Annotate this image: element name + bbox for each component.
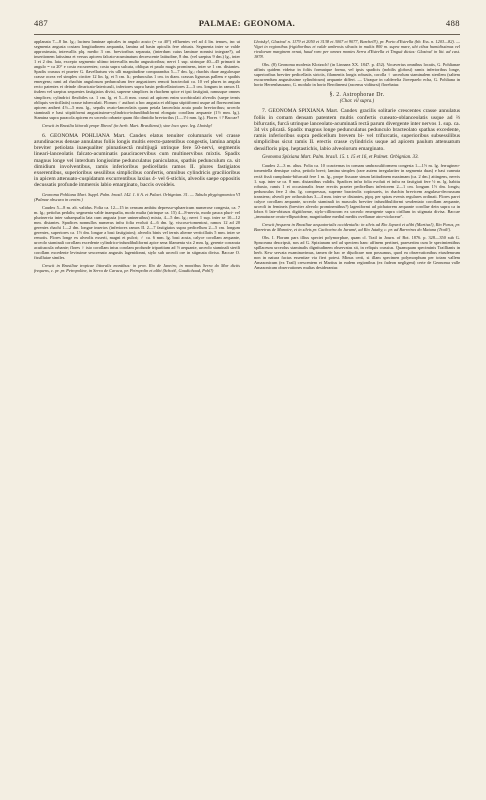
- species-7-habitat-text: Crescit frequens in Brasiliae aequatorialis occidentalis: in silvis ad Rio Japurá et alibi (Martius!), Rio Purus, pr. Barreiras de Manoire, et in silvis pr. Cachoeira do Jurumé, ad Rio Jutahy, c. pr. ad Barreiras do Matuna (Trail!).: [254, 221, 460, 232]
- left-column: [34, 39, 240, 273]
- left-paragraph-1: applanata 7—8 lin. lg.; lacinea laminae apicales in angulo acuto (= ca 40°) effluentes vel ad 4 lin. tenues, inc ut segmenta angusta costam longitudinem aequantia, lamina ad basin apiculis fere obtusis. Segmenta inter se valde approximata, intervallis plq. medio 3 cm. brevioribus separata, (interdum cuius laminae nonnisi integrae?), ad insertionem latissima et versus apicem falcato-acuminatum decrescente latitudine, 8 dm. (vel saepius 9 dm.) lg., inter 1 et 2 dm. lata, excepto segmento ultimo intervallis multo angustioribus; nervi 1 sup. utrinque 40—45 primarii in angulo = ca 20° e costa excurrentes; costa supra sulcata, obliqua et paulo magis prominens, inter se 1 cm. distantes. Spadix crassus et praeter G. flavellarium vix ulli magnitudine comparandus 5—7 dm. lg.; rhachis duae angulosque crasse ocrea vel simplex circiter 12 lin. lg. et 5 cm. lt.; pedunculus 1 cm. in diam. crassus lignosus pallens e spathis emergens; rami ad rhachin angulosum pedunculum fere angustiores remoti bracteolati ca. 10 vel plures in angulo recto patentes et deinde divaricato-latericauli, inferiores supra basin pedicellatoriores 2—3 cm. longum in ramos II. iisdem vel saepius sequentes fastigiatos divisi, superne simplices in rhachem spice et ipsi fastigiati, ramusque omnes simplices; cylindrici flexibiles ca. 1 cm. lg. et 5—6 mm. crassi ad apicem enim scrobiculati alveolis (saepe ternis obliquis verticillatis) crasse tuberculati. Florum ♂ authori a hoc angusta et obliqua stipitiformi usque ad florescentiam apicem antheri 4½—5 mm. lg., sepalis ovato-lanceolatis quam petala lanceolata acuta paulo brevioribus; urceolo staminali e basi stipitiformi angustissime-cylindrico-infundibuliformi elongato corollam aequante (1½ mm. lg.). Stamina supra paracola apicem ex urceolo orbante quam filo dimidio breviorilus (1—1½ mm. lg.). Flores ♀? Baccae?: [34, 39, 240, 120]
- species-6-diagnosis: [34, 133, 240, 189]
- section-heading: §. 2. Astrophorae Dr.: [329, 92, 385, 99]
- page-number-right: 488: [445, 18, 460, 28]
- page-number-left: 487: [34, 18, 49, 28]
- left-habitat-text: Crescit in Brasilia littorali prope Ilheos! (in herb. Mart. Brasiliensi); sine loco spec. leg. Lhotsky!: [42, 122, 213, 128]
- species-7-heading: 7. GEONOMA SPIXIANA Mart.: [262, 108, 339, 115]
- two-column-body: [34, 39, 460, 273]
- species-7-diagnosis-text: Candex gracilis solitarie crescentes crasse annulatus foliis in comam densam patentem multis confertis cuneato-oblanceolatis usque ad ⅔ bifurcatis, furcā utrinque lanceolato-acuminatā rectā parum divergente inter nervos 1. sup. ca. 34 vix plicatā. Spadix magnus longe pedunculatus pedunculo bracteolato spathas excedente, ramis inferioribus supra pedicellum brevem bi- vel trifurcatis, superioribus subsessilibus simplicibus sicut ramis II. erectis crasse cylindricis usque ad apicem paulum attenuatum densifloris pipq. heptastichis, labio alveolorum emarginato.: [254, 108, 460, 152]
- running-title: PALMAE: GEONOMA.: [198, 18, 296, 28]
- right-observation: Obs. (8) Geonoma modesta Klotzsch! (in Linnaea XX. 1847. p. 452). Vocaverius omnibus locatis, G. Pohlianae affinis quidem videtur in foliis formatque forma, vel ipsis spadicis (nobilis globosi) ramis inferioribus longe, superioribus breviter pedicellatis strictis, filamentis longis robustis, corolla ♀ urceolum staminalem sterilem (saltem excurrendum angustissime cylindricum) aequante differt. — Utraque in calderelia Jiovepaelo echa, G. Pohliana in horto Herrenhausano, G. modulo in horto Berolinensi (ascensu viditursi) florebatur.: [254, 62, 460, 88]
- left-habitat-note: [34, 123, 240, 128]
- species-6-citation-text: Geonoma Pohliana Mart. Suppl. Palm. brasil. 142. 1. 6 A. et Palaet. Orbignian. 31. — Tabula phygiognomica VI (Palmae obscura in centro.): [34, 191, 240, 202]
- species-7-habitat: [254, 222, 460, 232]
- species-6-habitat-text: Crescit in Brasiliae tropicae littoralis montibus: in prov. Rio de Janeiro, in montibus Serra do Mar dictis frequens, c. pr. pr. Petropoline, in Serra de Caraca, pr. Petropolin et alibi (Schott!, Gaudichaud, Pohl!): [34, 263, 240, 274]
- species-7-observation: Obs. I. Florum pars illius speciei polymorphae, quam cl. Trail in Journ. of Bot. 1876. p. 328—350 sub G. Spruceana descripsit, nos ad G. Spixianam sed ad speciem hanc affinem pertinet, praesertim cum le specimientibus spillaceum urceolus staminalis dignitudinem observatas sit, in reliquis crassius. Quamquam speciminis Traillianis in herb. Kew servata examinavimus, tamen de hac re dijudicare non possumus, quod ea observationibus eiusdemrum non in natura factas essentiae via fieri potest. Minus certi, si illam specimen polymorphum per totam vallem Amazonicum (ex Trail) crescentem et Martius in eadem regionibus (ex fadeon negligent) certe de Geonoma valle Amazonicam observationes multas desiderantur.: [254, 235, 460, 271]
- right-paragraph-1-text: Lhotsky!, Glaziou! n. 1179 et 2050 et 3138 et 3007 et 9077, Burchell!), pr. Porto d'Estrella (bb. Ess. n. 1203—82). — Viget in regionibus frigidioribus et valde umbrosis silvatis in multis 800 m. supra mare, ubi cibus humidissimus vel rivulorum marginem ornat, haud raro per omnes montes Serra d'Estrella et Tinguá dictas: Glaziou! in litt. ad cast. 1878.: [254, 39, 460, 60]
- right-column: [254, 39, 460, 273]
- species-7-description: Caudex 2—3 m. altus. Folia ca. 10 coacternas in comam umbraculiformem congesta 1—1½ m. lg. ferrugineo-tomentella densique calva, petiolo brevi; lamina simplex (rare autem irregulariter in segmenta duas) e basi cuneata rectā fissā cumplanio-bifurcatā fere 1 m. lg., prope fissurae sinum latitudinem maximam (ca. 2 dm.) attingens, nervis 1. sup. inter se ca. 8 mm. distantibus validis. Spadices infra folia evoluti et infra ea fastigiati fere ½ m. lg. habitu robusto, ramis 1 et occasionalis ferae erectis praeter pedicellum inferiorem 2—1 cm. longum 1½ dm. longis; pedunculus fere 2 dm. lg. compressus, superne bracteolis copiosaeis, in rhachin brevicem angulaso-decrussum transiens; alveoli per orthostichas 3—4 mm. inter se distantes, pipq. per spiras evenis regulares ordinati. Flores parvi calyce corollam aequante, urceolo staminali in masculis breviter infundibuliformi sexdentato corollam aequante, urceoli in femineis (breviter alveolo prominentibus?) lageniformi ad pichatorem aequante corollae dein supra ca in lobos 6 late-obtusos digitiforme, stylo-cillincrom ex urceolo emergente supra cirillum in stigmata divisa. Baccae „immaturae ovato-ellipsoideae, magnitudine mediul mediis ovellanae atro-violaceae".: [254, 163, 460, 219]
- section-subheading: (Char. vil supra.): [339, 99, 375, 105]
- species-7-citation-text: Geonoma Spixiana Mart. Palm. brasil. 15. t. 15 et 16, et Palmet. Orbignian. 33.: [262, 154, 419, 160]
- right-paragraph-1: [254, 39, 460, 59]
- species-6-heading: 6. GEONOMA POHLIANA Mart.: [42, 132, 126, 139]
- species-7-diagnosis: [254, 108, 460, 151]
- species-6-habitat: [34, 263, 240, 273]
- species-6-description: Caudex 5—8 m. alt. validus. Folia ca. 12—15 in censum ambitu depresso-sphaericum numerose congesta, ca. 7 m. lg.; petiolus pedalis; segmenta valde inaequalia, modo multa (utrinque ca. 15) 4—8-nervia, modo pauca pluri- vel plurinervia inter subaequalia lata cum angusta (rare unineruibus) mixta, 4—5 dm. lg.; nervi 1 sup. inter se 10—12 mm. distantes. Spadices nonnullos numerus infra folia evoluti 4—6 dm. lg. viscoso-tomentosi, ramos 12 ad 20 gerentes rhachi 1—2 dm. longae insertos (inferiores ramos II. 2—7 fastigiatos supra pedicellum 2—5 cm. longum gerentes, superiores ca. 1½ dm. longae a basi fastigiatos); alveolis binis vel ternis alterne verticillatis 5 mm. inter se remotis. Flores longe ex alveolis exserti, magni et pulcri; ♂ ca. 6 mm. lg. basi acuta, calyce corollam aequante, urceolo staminali corollam excedente cylindrico-infundibuliformi apice sena filamenta vix 2 mm. lg. gerente corrarata acutiuscula orbante; flores ♀ isto corollam intus corolam profunde tripartitam ad ½ aequante, urceolo staminali sterili corollam excedente levissime sexcrenato angustis lagenidonni, stylo sub urceoli ore in stigmata divisa. Baccae O. fissilluiae similes.: [34, 204, 240, 261]
- species-6-citation: [34, 192, 240, 202]
- species-6-diagnosis-text: Candex elatus tenuiter columnaris vel crasse arundinaceus densae annulatus foliis longis multis erecto-patentibus congestis, lamina ampla breviter petiolata inaequaliter pinnatisectă multijugă utrinque fere 50-nervi, segmentis lineari-lanceolatis falcato-acuminatis pauciracervibus cum multinervibus mixtis. Spadix magnus longe vel interdum longissime pedunculatus paniculatus, spathis pedunculum ca. sit dimidium involventibus, ramis inferioribus pedicellatis ramos II. plures fastigiatos exserentibus, superioribus sessilibus simplicibus confertis, omnibus cylindricis gracilioribus in apicem attenuato-cuspidatum excurrentibus laxius 4- vel 6-stichis, alveolis saepe oppositis decussatis profunde immersis labio emarginato, baccis ovoideis.: [34, 132, 240, 189]
- header-rule: [34, 34, 460, 35]
- page-header: [34, 18, 460, 32]
